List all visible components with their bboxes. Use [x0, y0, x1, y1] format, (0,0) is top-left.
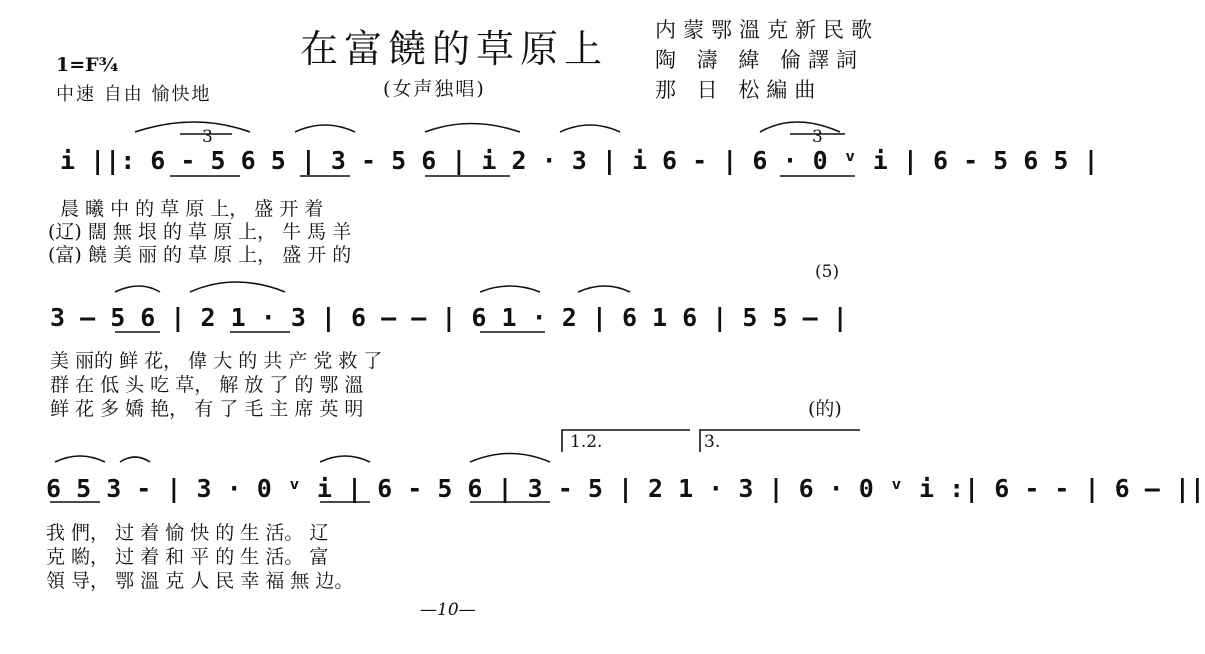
lyrics-system-1-verse-2: (辽) 闊 無 垠 的 草 原 上， 牛 馬 羊	[48, 221, 352, 243]
lyrics-system-1-verse-3: (富) 饒 美 丽 的 草 原 上， 盛 开 的	[48, 244, 352, 266]
lyrics-system-2-verse-3: 鲜 花 多 嬌 艳， 有 了 毛 主 席 英 明	[50, 398, 364, 420]
slur	[190, 282, 285, 292]
notes-system-2: 3 — 5 6 | 2 1 · 3 | 6 — — | 6 1 · 2 | 6 1 6 | 5 5 — |	[50, 303, 848, 332]
ending-1-label: 1.2.	[570, 432, 603, 452]
song-title: 在富饒的草原上	[300, 27, 609, 71]
slur	[115, 286, 160, 292]
slur	[560, 125, 620, 132]
page-number: —10—	[420, 600, 476, 620]
lyrics-system-3-verse-2: 克 喲， 过 着 和 平 的 生 活。 富	[46, 546, 329, 568]
credit-line-1: 内蒙鄂溫克新民歌	[655, 18, 879, 42]
slur	[55, 456, 105, 462]
slur	[760, 122, 840, 132]
song-subtitle: (女声独唱)	[383, 78, 486, 100]
slur	[470, 454, 550, 463]
notes-system-1: i ||: 6 - 5 6 5 | 3 - 5 6 | i 2 · 3 | i 6 - | 6 · 0 ᵛ i | 6 - 5 6 5 |	[60, 146, 1099, 175]
slur	[120, 457, 150, 462]
lyrics-system-2-verse-1: 美 丽的 鲜 花， 偉 大 的 共 产 党 救 了	[50, 350, 383, 372]
triplet-mark-2: 3	[812, 127, 823, 147]
key-signature: 1=F¾	[56, 54, 119, 76]
slur	[320, 456, 370, 462]
slur	[425, 124, 520, 133]
triplet-mark-1: 3	[202, 127, 213, 147]
credit-line-3: 那 日 松編曲	[655, 78, 823, 102]
slur	[578, 286, 630, 292]
lyrics-system-2-verse-2: 群 在 低 头 吃 草， 解 放 了 的 鄂 溫	[50, 374, 364, 396]
ending-bracket	[562, 430, 690, 452]
credit-line-2: 陶 濤 緯 倫譯詞	[655, 48, 865, 72]
lyrics-system-1-verse-1: 晨 曦 中 的 草 原 上， 盛 开 着	[60, 198, 324, 220]
lyrics-system-3-verse-3: 領 导， 鄂 溫 克 人 民 幸 福 無 边。	[46, 570, 354, 592]
tempo-marking: 中速 自由 愉快地	[56, 84, 212, 105]
ending-2-label: 3.	[704, 432, 721, 452]
extra-word: (的)	[808, 398, 842, 420]
slur	[135, 122, 250, 132]
notes-system-3: 6 5 3 - | 3 · 0 ᵛ i | 6 - 5 6 | 3 - 5 | 2 1 · 3 | 6 · 0 ᵛ i :| 6 - - | 6 — ||	[46, 474, 1205, 503]
slur	[295, 125, 355, 132]
lyrics-system-3-verse-1: 我 們， 过 着 愉 快 的 生 活。 辽	[46, 522, 329, 544]
slur	[480, 286, 540, 292]
measure-number: (5)	[815, 262, 840, 282]
ending-bracket	[700, 430, 860, 452]
